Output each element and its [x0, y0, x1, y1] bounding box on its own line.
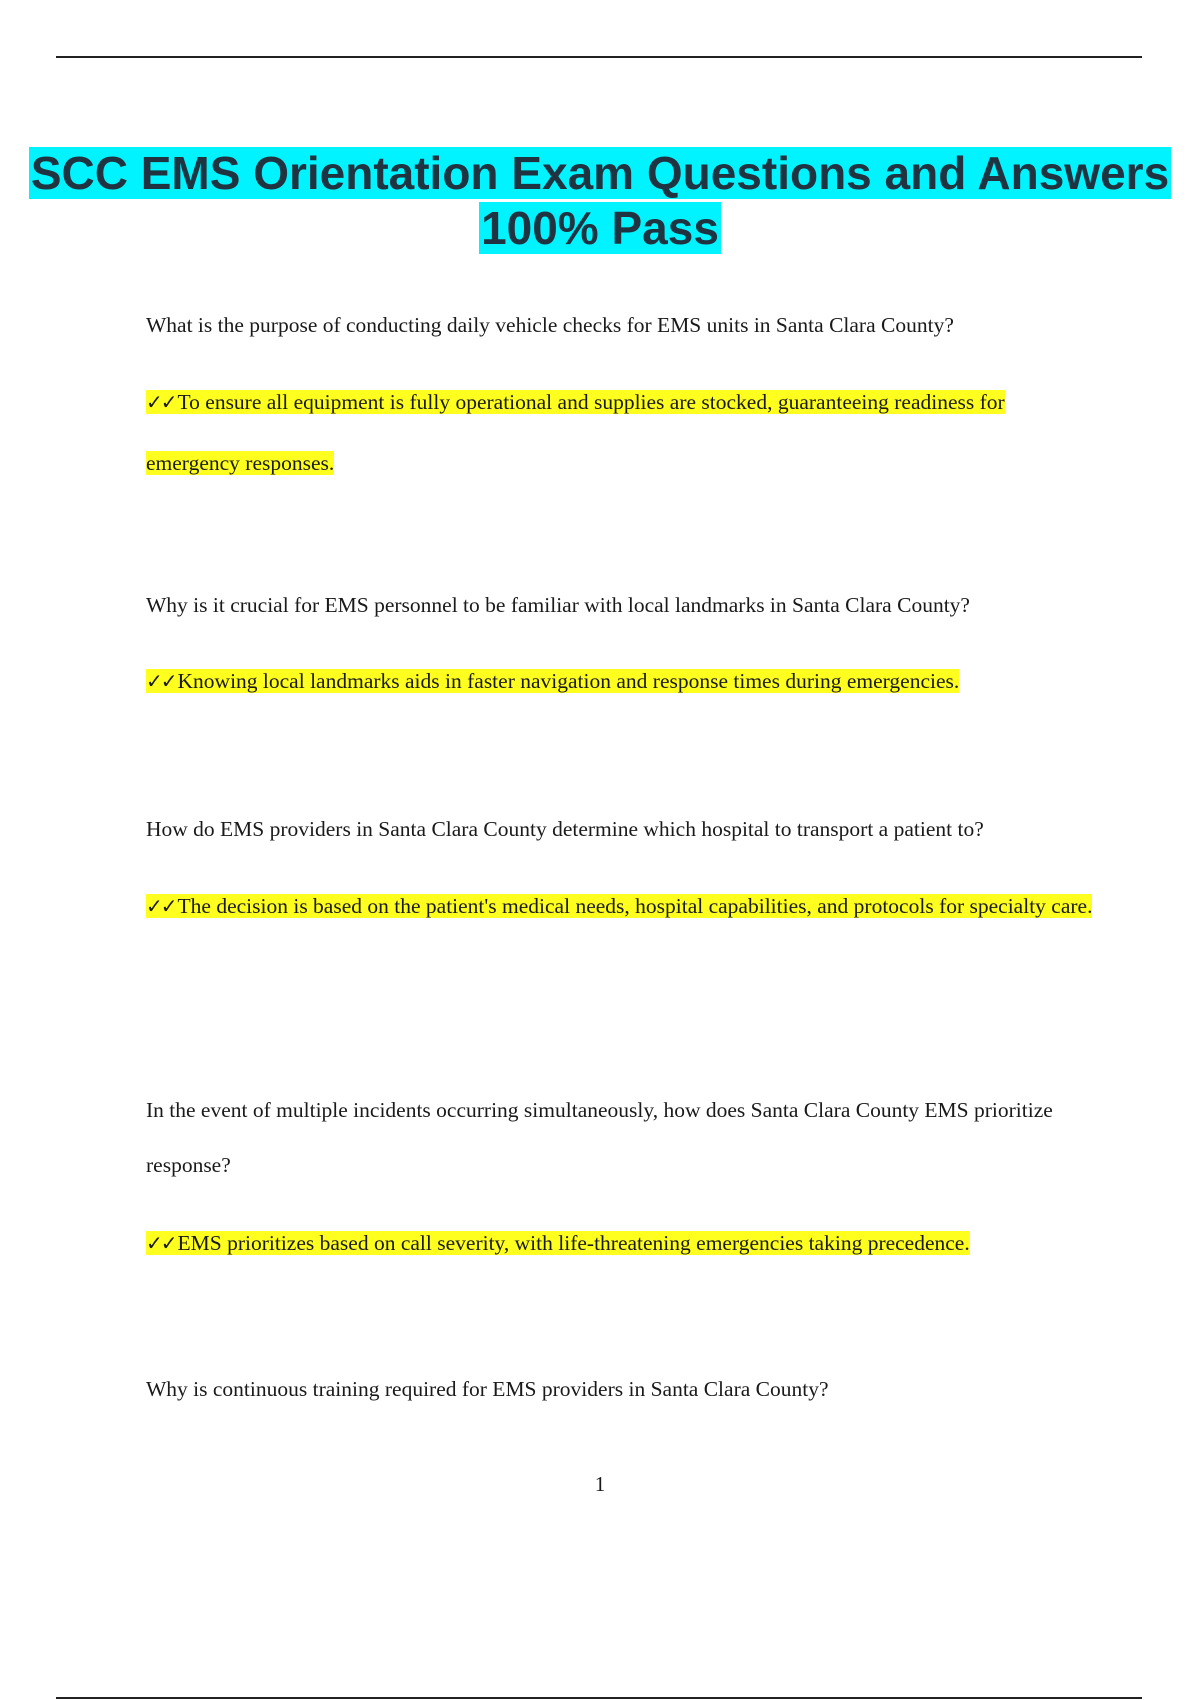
- question-4-text: In the event of multiple incidents occurring simultaneously, how does Santa Clara County EMS prioritize response?: [146, 1098, 1053, 1177]
- answer-1-text: To ensure all equipment is fully operational and supplies are stocked, guaranteeing readiness for emergency responses.: [146, 390, 1005, 475]
- question-2: [146, 578, 1096, 633]
- answer-1: [146, 372, 1096, 494]
- answer-4-text: EMS prioritizes based on call severity, with life-threatening emergencies taking precedence.: [177, 1231, 970, 1255]
- answer-4-highlight: [146, 1231, 970, 1255]
- question-1: [146, 298, 1096, 353]
- question-3: [146, 802, 1096, 857]
- document-title: [0, 146, 1200, 256]
- question-2-text: Why is it crucial for EMS personnel to be familiar with local landmarks in Santa Clara County?: [146, 593, 970, 617]
- question-5: [146, 1362, 1096, 1417]
- question-3-text: How do EMS providers in Santa Clara County determine which hospital to transport a patient to?: [146, 817, 984, 841]
- answer-1-highlight: [146, 390, 1005, 475]
- document-title-text: SCC EMS Orientation Exam Questions and Answers 100% Pass: [30, 147, 1170, 254]
- answer-2: [146, 651, 1096, 712]
- answer-3-highlight: [146, 894, 1092, 918]
- answer-4: [146, 1213, 1096, 1274]
- double-check-icon: ✓✓: [146, 1231, 176, 1255]
- top-rule: [56, 56, 1142, 58]
- question-1-text: What is the purpose of conducting daily vehicle checks for EMS units in Santa Clara County?: [146, 313, 954, 337]
- answer-2-text: Knowing local landmarks aids in faster navigation and response times during emergencies.: [177, 669, 960, 693]
- answer-2-highlight: [146, 669, 959, 693]
- page-number: 1: [594, 1472, 606, 1496]
- double-check-icon: ✓✓: [146, 669, 176, 693]
- question-4: [146, 1083, 1096, 1193]
- bottom-rule: [56, 1697, 1142, 1699]
- double-check-icon: ✓✓: [146, 894, 176, 918]
- answer-3-text: The decision is based on the patient's medical needs, hospital capabilities, and protocols for specialty care.: [177, 894, 1093, 918]
- question-5-text: Why is continuous training required for EMS providers in Santa Clara County?: [146, 1377, 829, 1401]
- double-check-icon: ✓✓: [146, 390, 176, 414]
- answer-3: [146, 876, 1096, 937]
